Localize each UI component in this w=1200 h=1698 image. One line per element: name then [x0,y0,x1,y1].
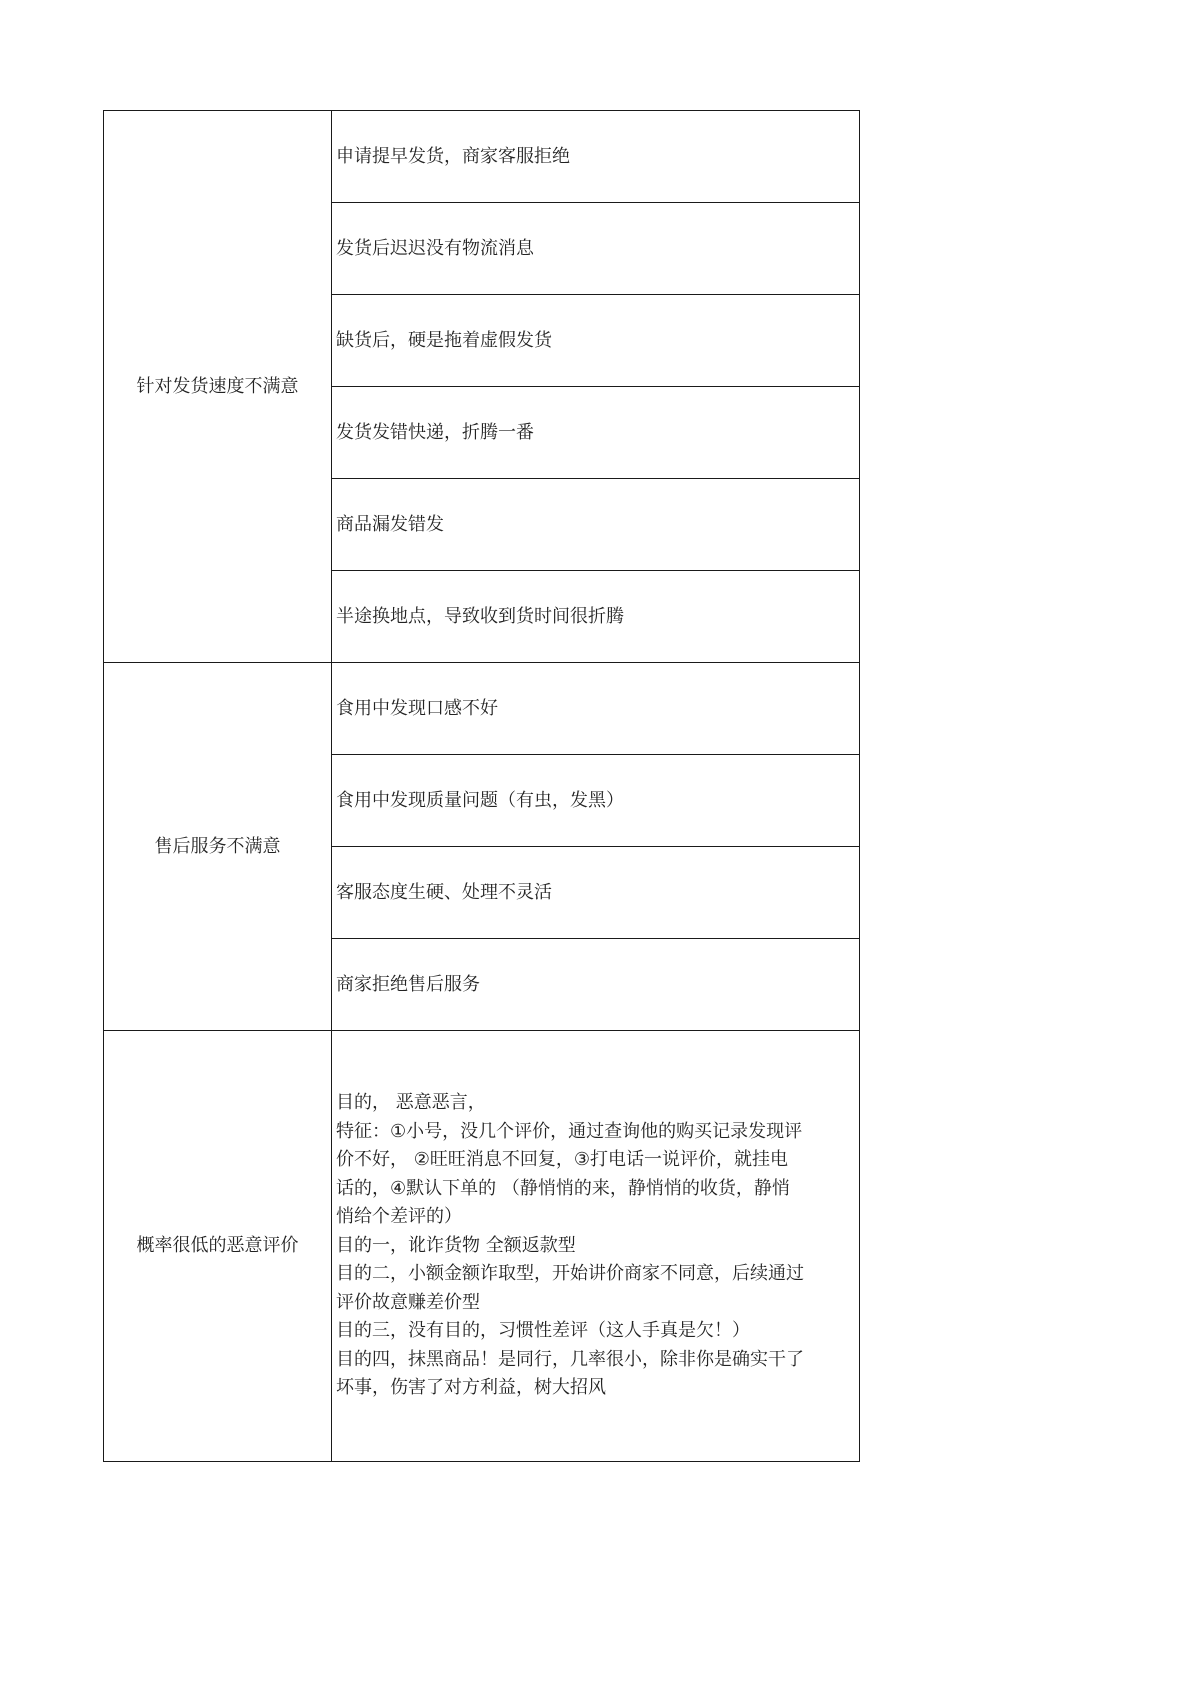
item-cell: 客服态度生硬、处理不灵活 [332,847,860,939]
description-line: 坏事，伤害了对方利益，树大招风 [336,1377,606,1399]
item-cell: 发货发错快递，折腾一番 [332,387,860,479]
description-line: 价不好， ②旺旺消息不回复，③打电话一说评价，就挂电 [336,1149,788,1171]
description-line: 评价故意赚差价型 [336,1291,480,1313]
item-cell: 半途换地点，导致收到货时间很折腾 [332,571,860,663]
description-line: 目的， 恶意恶言， [336,1092,486,1114]
table-row [104,663,860,755]
item-cell: 发货后迟迟没有物流消息 [332,203,860,295]
description-line: 目的三，没有目的，习惯性差评（这人手真是欠！） [336,1320,750,1342]
description-line: 特征：①小号，没几个评价，通过查询他的购买记录发现评 [336,1120,803,1142]
malicious-review-description [332,1031,860,1462]
description-line: 话的，④默认下单的 （静悄悄的来，静悄悄的收货，静悄 [336,1177,790,1199]
item-cell: 食用中发现口感不好 [332,663,860,755]
item-cell: 申请提早发货，商家客服拒绝 [332,111,860,203]
description-line: 目的四，抹黑商品！是同行，几率很小，除非你是确实干了 [336,1348,804,1370]
category-cell-after-sales: 售后服务不满意 [104,663,332,1031]
table-row [104,1031,860,1462]
item-cell: 缺货后，硬是拖着虚假发货 [332,295,860,387]
complaint-table [103,110,860,1462]
description-line: 悄给个差评的） [336,1206,462,1228]
item-cell: 商家拒绝售后服务 [332,939,860,1031]
item-cell: 食用中发现质量问题（有虫，发黑） [332,755,860,847]
description-line: 目的二，小额金额诈取型，开始讲价商家不同意，后续通过 [336,1263,804,1285]
category-cell-malicious-review: 概率很低的恶意评价 [104,1031,332,1462]
description-line: 目的一，讹诈货物 全额返款型 [336,1234,576,1256]
item-cell: 商品漏发错发 [332,479,860,571]
category-cell-shipping-speed: 针对发货速度不满意 [104,111,332,663]
table-row [104,111,860,203]
